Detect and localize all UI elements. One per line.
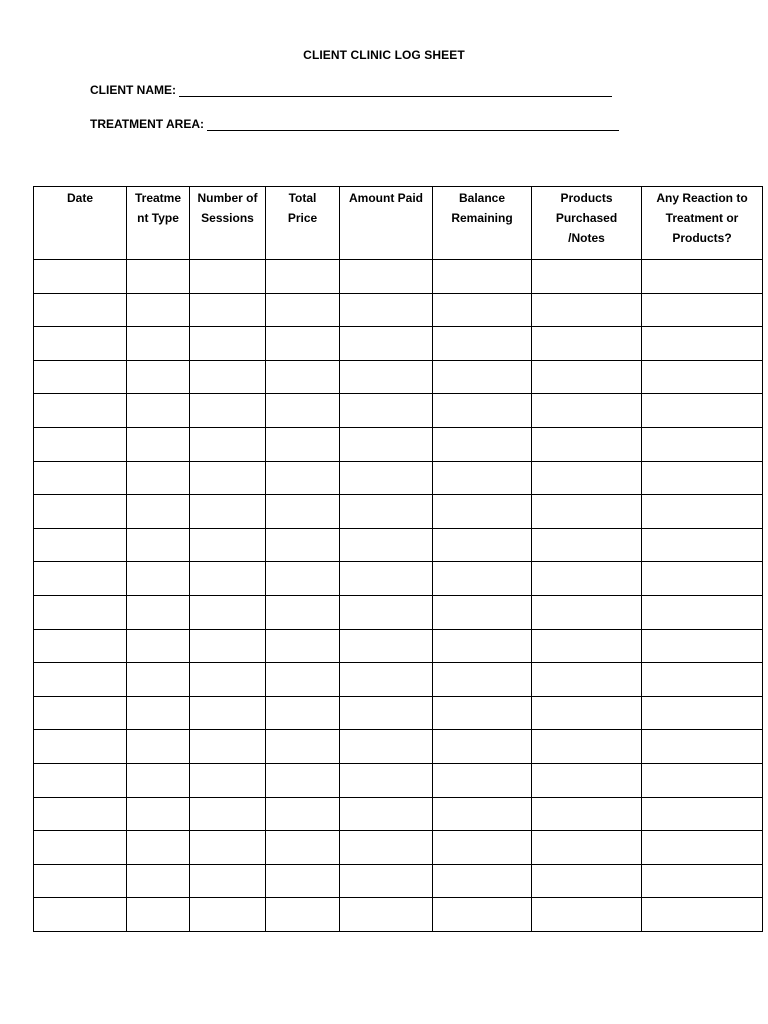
header-line: /Notes [568,231,605,245]
table-row [34,260,763,294]
table-cell[interactable] [127,293,190,327]
table-cell[interactable] [433,595,532,629]
table-cell[interactable] [340,327,433,361]
table-cell[interactable] [34,898,127,932]
table-row [34,461,763,495]
table-row [34,394,763,428]
table-cell[interactable] [642,360,763,394]
table-cell[interactable] [433,427,532,461]
header-line: Products [560,191,613,205]
table-cell[interactable] [642,797,763,831]
table-cell[interactable] [433,327,532,361]
table-cell[interactable] [642,528,763,562]
table-cell[interactable] [127,528,190,562]
table-header-row [34,187,763,260]
table-cell[interactable] [34,461,127,495]
table-cell[interactable] [433,763,532,797]
table-cell[interactable] [340,595,433,629]
table-cell[interactable] [433,629,532,663]
table-cell[interactable] [340,663,433,697]
table-row [34,898,763,932]
table-row [34,327,763,361]
table-row [34,595,763,629]
table-cell[interactable] [34,763,127,797]
table-cell[interactable] [190,595,266,629]
table-cell[interactable] [190,629,266,663]
table-cell[interactable] [433,562,532,596]
header-line: Number of [197,191,258,205]
table-cell[interactable] [532,562,642,596]
table-cell[interactable] [266,595,340,629]
treatment-area-field [90,117,619,131]
table-cell[interactable] [340,864,433,898]
table-cell[interactable] [433,730,532,764]
table-row [34,663,763,697]
table-cell[interactable] [190,696,266,730]
table-cell[interactable] [642,730,763,764]
table-cell[interactable] [532,730,642,764]
header-amount-paid [340,187,433,260]
header-line: Products? [672,231,732,245]
table-row [34,495,763,529]
table-cell[interactable] [433,260,532,294]
table-row [34,797,763,831]
table-cell[interactable] [340,394,433,428]
table-cell[interactable] [532,461,642,495]
table-cell[interactable] [266,797,340,831]
table-cell[interactable] [127,427,190,461]
table-cell[interactable] [127,831,190,865]
table-cell[interactable] [642,864,763,898]
table-cell[interactable] [433,360,532,394]
header-line: Amount Paid [349,191,423,205]
table-cell[interactable] [340,763,433,797]
table-cell[interactable] [34,528,127,562]
table-row [34,562,763,596]
table-cell[interactable] [532,260,642,294]
table-cell[interactable] [127,663,190,697]
table-cell[interactable] [532,864,642,898]
table-cell[interactable] [190,730,266,764]
table-cell[interactable] [642,562,763,596]
table-cell[interactable] [433,461,532,495]
table-row [34,293,763,327]
table-cell[interactable] [34,260,127,294]
table-cell[interactable] [190,898,266,932]
table-cell[interactable] [340,260,433,294]
table-cell[interactable] [190,831,266,865]
table-cell[interactable] [34,327,127,361]
table-cell[interactable] [433,864,532,898]
table-cell[interactable] [340,730,433,764]
table-cell[interactable] [642,293,763,327]
client-name-blank-line[interactable] [179,85,612,97]
table-cell[interactable] [340,495,433,529]
table-cell[interactable] [340,696,433,730]
header-line: Total [288,191,317,205]
table-cell[interactable] [266,562,340,596]
table-cell[interactable] [127,730,190,764]
header-any-reaction [642,187,763,260]
table-cell[interactable] [340,831,433,865]
table-cell[interactable] [642,427,763,461]
table-cell[interactable] [340,360,433,394]
table-cell[interactable] [190,562,266,596]
table-cell[interactable] [190,528,266,562]
header-balance-remaining [433,187,532,260]
table-cell[interactable] [340,427,433,461]
table-cell[interactable] [266,528,340,562]
table-cell[interactable] [266,495,340,529]
table-cell[interactable] [127,495,190,529]
table-cell[interactable] [190,260,266,294]
client-name-field [90,83,612,97]
table-cell[interactable] [34,562,127,596]
table-cell[interactable] [127,562,190,596]
header-line: nt Type [137,211,179,225]
table-cell[interactable] [340,528,433,562]
header-line: Any Reaction to [656,191,748,205]
table-cell[interactable] [266,293,340,327]
table-row [34,427,763,461]
table-cell[interactable] [532,797,642,831]
table-cell[interactable] [34,595,127,629]
table-cell[interactable] [642,260,763,294]
client-log-table [33,186,763,932]
header-date [34,187,127,260]
table-row [34,528,763,562]
table-row [34,864,763,898]
table-row [34,763,763,797]
table-row [34,629,763,663]
table-cell[interactable] [190,763,266,797]
table-cell[interactable] [340,562,433,596]
table-cell[interactable] [127,394,190,428]
table-cell[interactable] [190,427,266,461]
header-treatment-type [127,187,190,260]
header-products-purchased-notes [532,187,642,260]
table-cell[interactable] [266,629,340,663]
table-cell[interactable] [190,293,266,327]
table-row [34,730,763,764]
table-cell[interactable] [642,831,763,865]
table-cell[interactable] [532,394,642,428]
header-line: Balance [458,191,506,205]
table-cell[interactable] [433,394,532,428]
table-cell[interactable] [433,495,532,529]
table-cell[interactable] [266,898,340,932]
table-cell[interactable] [127,797,190,831]
table-cell[interactable] [532,763,642,797]
table-row [34,831,763,865]
table-cell[interactable] [433,696,532,730]
table-cell[interactable] [34,831,127,865]
table-cell[interactable] [532,360,642,394]
table-cell[interactable] [532,595,642,629]
table-cell[interactable] [532,528,642,562]
table-cell[interactable] [340,797,433,831]
table-cell[interactable] [340,629,433,663]
table-cell[interactable] [190,797,266,831]
table-cell[interactable] [34,696,127,730]
table-body [34,260,763,932]
table-cell[interactable] [34,293,127,327]
table-cell[interactable] [127,864,190,898]
table-cell[interactable] [433,293,532,327]
table-cell[interactable] [642,461,763,495]
table-cell[interactable] [532,293,642,327]
header-line: Purchased [555,211,618,225]
table-cell[interactable] [532,427,642,461]
table-cell[interactable] [266,394,340,428]
table-cell[interactable] [34,730,127,764]
table-cell[interactable] [433,898,532,932]
table-cell[interactable] [433,663,532,697]
table-cell[interactable] [127,260,190,294]
client-name-label: CLIENT NAME: [90,83,176,97]
table-row [34,360,763,394]
header-line: Treatment or [665,211,739,225]
table-cell[interactable] [642,696,763,730]
table-cell[interactable] [190,394,266,428]
table-cell[interactable] [34,864,127,898]
table-cell[interactable] [34,394,127,428]
table-cell[interactable] [642,898,763,932]
table-cell[interactable] [266,427,340,461]
table-cell[interactable] [190,360,266,394]
table-cell[interactable] [34,495,127,529]
table-row [34,696,763,730]
table-cell[interactable] [127,461,190,495]
table-cell[interactable] [642,663,763,697]
header-line: Treatme [134,191,182,205]
table-cell[interactable] [127,629,190,663]
table-cell[interactable] [266,730,340,764]
table-cell[interactable] [34,427,127,461]
header-line: Price [287,211,318,225]
table-cell[interactable] [190,864,266,898]
table-cell[interactable] [532,663,642,697]
table-cell[interactable] [532,898,642,932]
table-cell[interactable] [190,495,266,529]
treatment-area-label: TREATMENT AREA: [90,117,204,131]
treatment-area-blank-line[interactable] [207,119,619,131]
table-cell[interactable] [266,663,340,697]
table-cell[interactable] [642,763,763,797]
table-cell[interactable] [266,831,340,865]
table-cell[interactable] [266,763,340,797]
table-cell[interactable] [34,629,127,663]
table-cell[interactable] [34,360,127,394]
table-cell[interactable] [433,797,532,831]
header-line: Date [66,191,93,205]
table-cell[interactable] [190,327,266,361]
table-cell[interactable] [190,461,266,495]
table-cell[interactable] [266,260,340,294]
table-cell[interactable] [532,327,642,361]
table-cell[interactable] [266,696,340,730]
page-title: CLIENT CLINIC LOG SHEET [303,48,465,62]
table-cell[interactable] [642,495,763,529]
table-cell[interactable] [532,696,642,730]
table-cell[interactable] [642,629,763,663]
table-cell[interactable] [266,327,340,361]
header-line: Remaining [451,211,513,225]
table-cell[interactable] [127,898,190,932]
header-line: Sessions [201,211,254,225]
table-cell[interactable] [642,595,763,629]
table-cell[interactable] [127,360,190,394]
table-cell[interactable] [266,864,340,898]
table-cell[interactable] [532,495,642,529]
table-cell[interactable] [642,394,763,428]
table-cell[interactable] [266,360,340,394]
table-cell[interactable] [127,327,190,361]
table-cell[interactable] [340,898,433,932]
table-cell[interactable] [433,528,532,562]
table-cell[interactable] [266,461,340,495]
table-cell[interactable] [340,461,433,495]
table-cell[interactable] [532,629,642,663]
header-number-of-sessions [190,187,266,260]
table-cell[interactable] [34,663,127,697]
table-cell[interactable] [532,831,642,865]
table-cell[interactable] [433,831,532,865]
header-total-price [266,187,340,260]
table-cell[interactable] [34,797,127,831]
table-cell[interactable] [127,696,190,730]
table-cell[interactable] [127,595,190,629]
table-cell[interactable] [127,763,190,797]
table-cell[interactable] [340,293,433,327]
table-cell[interactable] [190,663,266,697]
table-cell[interactable] [642,327,763,361]
